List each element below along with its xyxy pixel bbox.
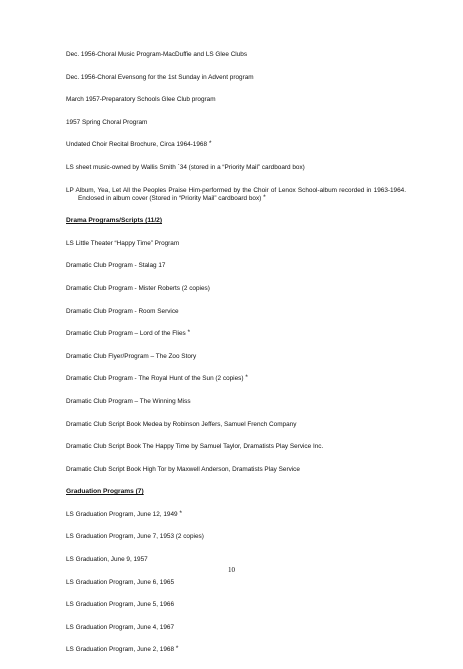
list-item: Undated Choir Recital Brochure, Circa 1964-1968 * <box>66 140 212 149</box>
section-heading-graduation: Graduation Programs (7) <box>66 488 144 496</box>
asterisk-marker: * <box>179 509 182 517</box>
list-item: Dec. 1956-Choral Music Program-MacDuffie and LS Glee Clubs <box>66 51 248 58</box>
asterisk-marker: * <box>208 140 212 148</box>
list-item: Dramatic Club Script Book Medea by Robinson Jeffers, Samuel French Company <box>66 420 297 428</box>
list-item: Dramatic Club Program - Mister Roberts (2 copies) <box>66 284 210 292</box>
list-item: LP Album, Yea, Let All the Peoples Praise Him-performed by the Choir of Lenox School-album recorded in 1963-1964. Enclosed in album cover (Stored in “Priority Mail” cardboard box) * <box>66 186 406 202</box>
list-item: Dramatic Club Script Book High Tor by Maxwell Anderson, Dramatists Play Service <box>66 465 300 473</box>
list-item: Dramatic Club Program – Lord of the Flies * <box>66 329 191 338</box>
list-item: LS Graduation Program, June 5, 1966 <box>66 601 174 609</box>
list-item: LS Little Theater “Happy Time” Program <box>66 239 180 247</box>
asterisk-marker: * <box>187 329 191 337</box>
asterisk-marker: * <box>245 374 248 382</box>
list-item: LS Graduation Program, June 2, 1968 * <box>66 645 179 654</box>
asterisk-marker: * <box>263 193 266 201</box>
list-item: Dramatic Club Program - Room Service <box>66 307 179 315</box>
list-item: Dec. 1956-Choral Evensong for the 1st Sunday in Advent program <box>66 73 254 81</box>
list-item: Dramatic Club Program – The Winning Miss <box>66 397 191 405</box>
section-heading-drama: Drama Programs/Scripts (11/2) <box>66 217 163 225</box>
page-number: 10 <box>228 566 235 574</box>
list-item: March 1957-Preparatory Schools Glee Club program <box>66 96 216 104</box>
list-item: Dramatic Club Program - The Royal Hunt of the Sun (2 copies) * <box>66 374 248 383</box>
list-item: Dramatic Club Script Book The Happy Time by Samuel Taylor, Dramatists Play Service Inc. <box>66 443 324 451</box>
asterisk-marker: * <box>175 645 179 653</box>
list-item: LS Graduation Program, June 4, 1967 <box>66 623 174 631</box>
list-item: Dramatic Club Flyer/Program – The Zoo Story <box>66 352 197 360</box>
list-item: LS sheet music-owned by Wallis Smith `34 (stored in a “Priority Mail” cardboard box) <box>66 163 305 171</box>
list-item: LS Graduation Program, June 12, 1949 * <box>66 509 182 518</box>
list-item: 1957 Spring Choral Program <box>66 118 148 126</box>
list-item: Dramatic Club Program - Stalag 17 <box>66 262 166 270</box>
document-body <box>66 51 406 669</box>
list-item: LS Graduation, June 9, 1957 <box>66 556 148 564</box>
list-item: LS Graduation Program, June 6, 1965 <box>66 578 174 586</box>
list-item: LS Graduation Program, June 7, 1953 (2 copies) <box>66 533 204 541</box>
